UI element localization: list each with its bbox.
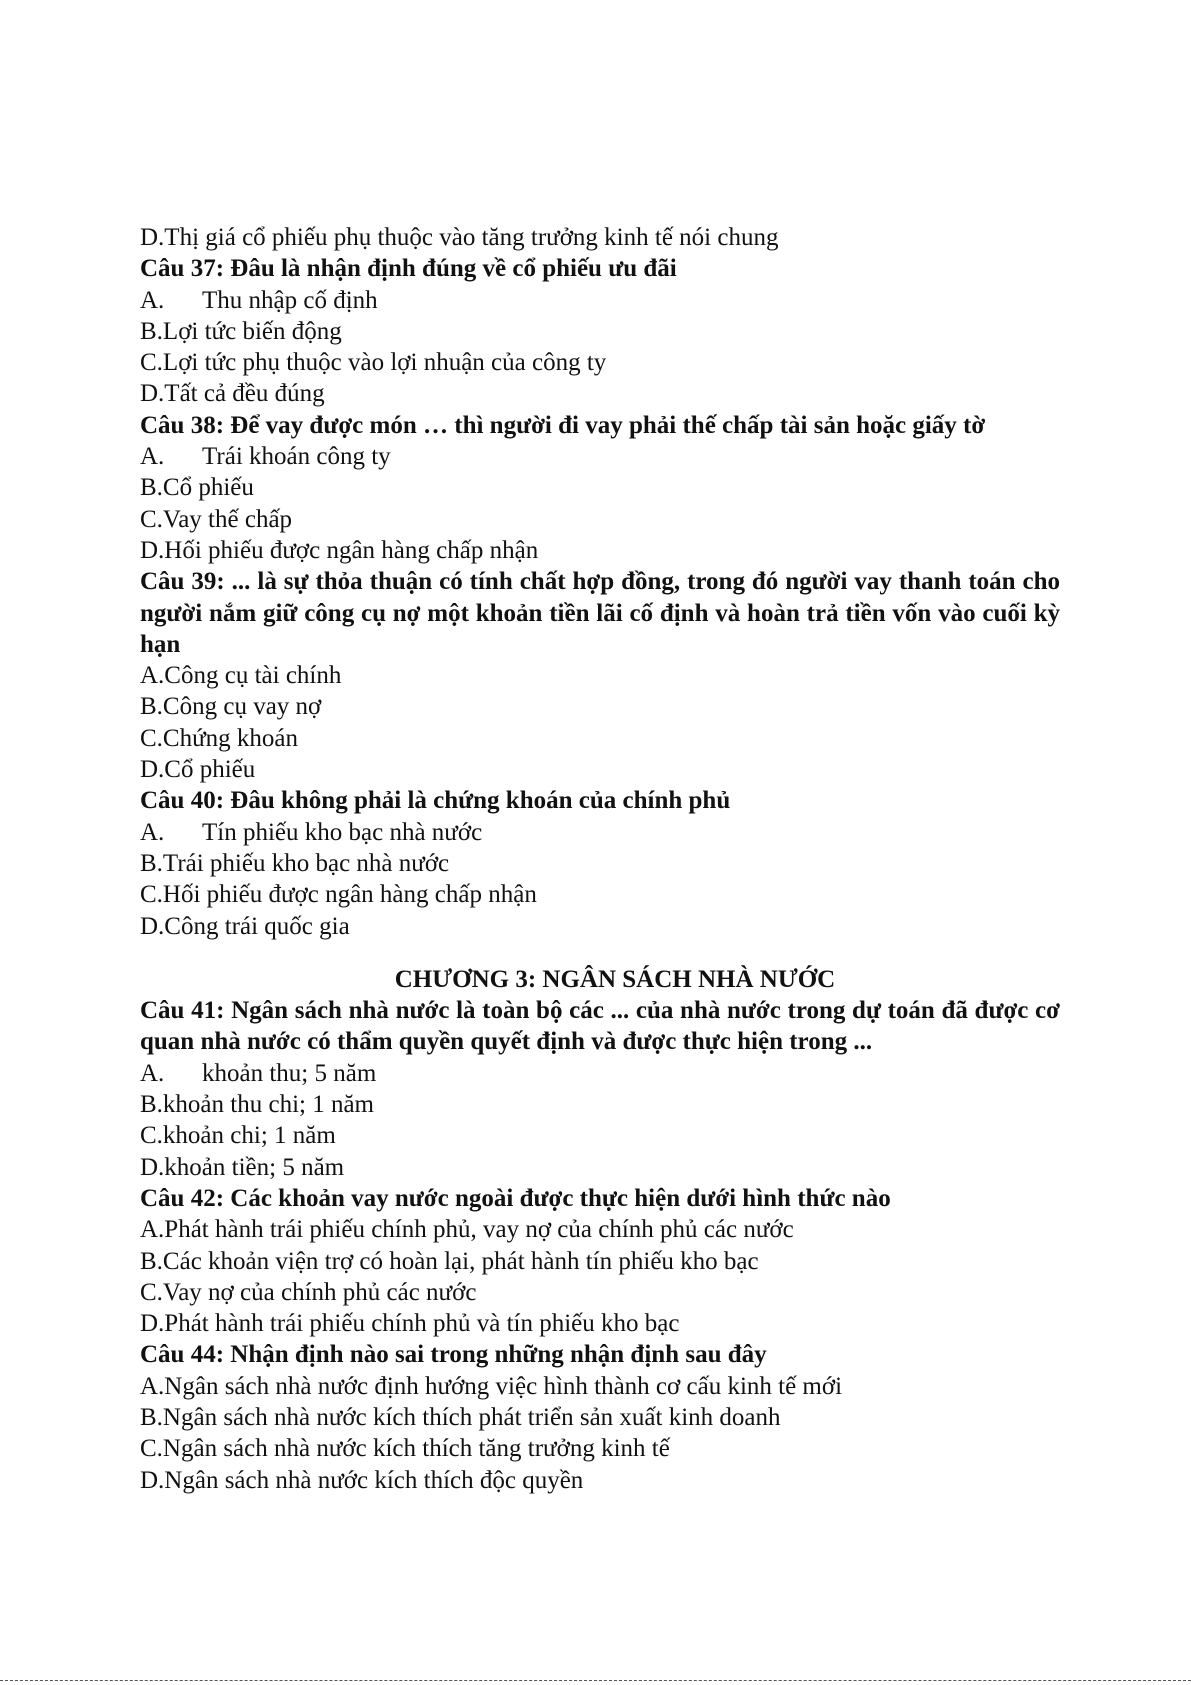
option-text: khoản thu; 5 năm	[202, 1059, 377, 1087]
answer-option: A.Công cụ tài chính	[140, 662, 342, 690]
chapter-title: CHƯƠNG 3: NGÂN SÁCH NHÀ NƯỚC	[394, 965, 836, 993]
answer-option: B.khoản thu chi; 1 năm	[140, 1091, 374, 1119]
question-heading: Câu 42: Các khoản vay nước ngoài được thực hiện dưới hình thức nào	[140, 1184, 891, 1212]
option-letter: A.	[140, 818, 165, 846]
answer-option: D.khoản tiền; 5 năm	[140, 1153, 345, 1181]
answer-option: C.Vay nợ của chính phủ các nước	[140, 1278, 477, 1306]
question-heading: Câu 44: Nhận định nào sai trong những nhận định sau đây	[140, 1341, 767, 1369]
option-letter: A.	[140, 286, 165, 314]
answer-option: B.Trái phiếu kho bạc nhà nước	[140, 849, 450, 877]
answer-option: D.Hối phiếu được ngân hàng chấp nhận	[140, 536, 539, 564]
answer-option: D.Công trái quốc gia	[140, 912, 350, 940]
answer-option	[140, 817, 1060, 848]
answer-option: C.Ngân sách nhà nước kích thích tăng trưởng kinh tế	[140, 1435, 670, 1463]
answer-option: A.Ngân sách nhà nước định hướng việc hình thành cơ cấu kinh tế mới	[140, 1372, 843, 1400]
answer-option: D.Ngân sách nhà nước kích thích độc quyền	[140, 1466, 584, 1494]
option-letter: A.	[140, 443, 165, 471]
answer-option: C.Chứng khoán	[140, 724, 298, 752]
footer-rule	[0, 1680, 1191, 1682]
question-heading: Câu 37: Đâu là nhận định đúng về cổ phiếu ưu đãi	[140, 255, 677, 283]
question-heading: Câu 41: Ngân sách nhà nước là toàn bộ các ... của nhà nước trong dự toán đã được cơ quan nhà nước có thẩm quyền quyết định và được thực hiện trong ...	[140, 997, 1060, 1056]
answer-option: C.Vay thế chấp	[140, 505, 293, 533]
answer-option: B.Công cụ vay nợ	[140, 693, 322, 721]
answer-option: D.Cổ phiếu	[140, 756, 256, 784]
answer-option: D.Tất cả đều đúng	[140, 380, 325, 408]
question-heading: Câu 38: Để vay được món … thì người đi vay phải thế chấp tài sản hoặc giấy tờ	[140, 411, 986, 439]
option-text: Thu nhập cố định	[202, 286, 378, 314]
answer-option: C.Hối phiếu được ngân hàng chấp nhận	[140, 881, 537, 909]
question-heading: Câu 39: ... là sự thỏa thuận có tính chất hợp đồng, trong đó người vay thanh toán cho người nắm giữ công cụ nợ một khoản tiền lãi cố định và hoàn trả tiền vốn vào cuối kỳ hạn	[140, 568, 1060, 658]
option-letter: A.	[140, 1059, 165, 1087]
answer-option: D.Thị giá cổ phiếu phụ thuộc vào tăng trưởng kinh tế nói chung	[140, 224, 779, 251]
answer-option: C.Lợi tức phụ thuộc vào lợi nhuận của công ty	[140, 349, 607, 377]
answer-option	[140, 285, 1060, 316]
question-heading: Câu 40: Đâu không phải là chứng khoán của chính phủ	[140, 787, 731, 815]
answer-option: B.Lợi tức biến động	[140, 317, 342, 345]
answer-option	[140, 1058, 1060, 1089]
answer-option	[140, 441, 1060, 472]
answer-option: C.khoản chi; 1 năm	[140, 1122, 336, 1150]
answer-option: B.Ngân sách nhà nước kích thích phát triển sản xuất kinh doanh	[140, 1403, 781, 1431]
answer-option: B.Các khoản viện trợ có hoàn lại, phát hành tín phiếu kho bạc	[140, 1247, 759, 1275]
answer-option: D.Phát hành trái phiếu chính phủ và tín phiếu kho bạc	[140, 1310, 680, 1338]
page-content	[140, 222, 1060, 1496]
answer-option: B.Cổ phiếu	[140, 474, 254, 502]
option-text: Tín phiếu kho bạc nhà nước	[202, 818, 483, 846]
answer-option: A.Phát hành trái phiếu chính phủ, vay nợ của chính phủ các nước	[140, 1216, 794, 1244]
option-text: Trái khoán công ty	[202, 443, 391, 471]
